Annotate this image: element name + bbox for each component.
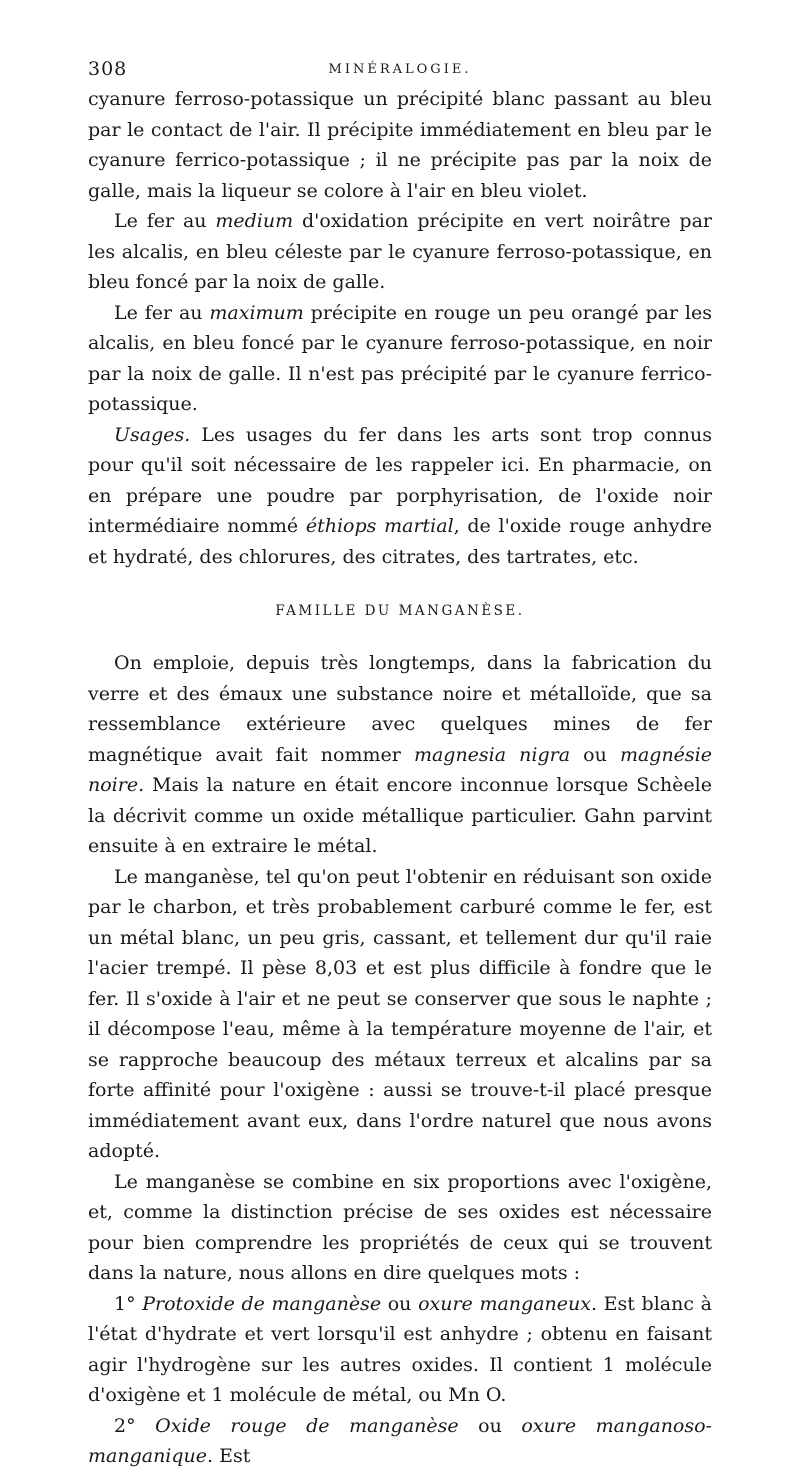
text-run: ou [570,743,620,766]
text-run: précipite en rouge un peu orangé par les alcalis, en bleu foncé par le cyanure ferroso-potassique, en noir par la noix de galle. Il n'est pas précipité par le cyanure ferrico-potassique. [88,301,713,415]
text-run: cyanure ferroso-potassique un précipité blanc passant au bleu par le contact de l'air. Il précipite immédiatement en bleu par le cyanure ferrico-potassique ; il ne précipite pas par la noix de galle, mais la liqueur se colore à l'air en bleu violet. [88,88,712,202]
paragraph [88,862,712,1167]
paragraph [88,206,712,298]
italic-term: magnesia nigra [413,743,571,766]
text-run: Mais la nature en était encore inconnue lorsque Schèele la décrivit comme un oxide métallique particulier. Gahn parvint ensuite à en extraire le métal. [88,774,712,857]
text-run: ou [381,1292,419,1315]
text-run: ou [458,1414,522,1437]
paragraph [88,1167,712,1289]
text-run: , de l'oxide rouge anhydre et hydraté, des chlorures, des citrates, des tartrates, etc. [88,515,713,568]
text-run: Le manganèse, tel qu'on peut l'obtenir en réduisant son oxide par le charbon, et très probablement carburé comme le fer, est un métal blanc, un peu gris, cassant, et tellement dur qu'il raie l'acier trempé. Il pèse 8,03 et est plus difficile à fondre que le fer. Il s'oxide à l'air et ne peut se conserver que sous le naphte ; il décompose l'eau, même à la température moyenne de l'air, et se rapproche beaucoup des métaux terreux et alcalins par sa forte affinité pour l'oxigène : aussi se trouve-t-il placé presque immédiatement avant eux, dans l'ordre naturel que nous avons adopté. [88,865,712,1162]
text-run: Le fer au [114,301,210,324]
text-run: Est [213,1445,251,1467]
italic-term: maximum [209,301,304,324]
paragraph [88,84,712,206]
section-title: FAMILLE DU MANGANÈSE. [275,603,525,619]
paragraph [88,1411,712,1472]
paragraph [88,298,712,420]
italic-term: Oxide rouge de manganèse [155,1414,459,1437]
text-run: Les usages du fer dans les arts sont trop connus pour qu'il soit nécessaire de les rappeler ici. En pharmacie, on en prépare une poudre par porphyrisation, de l'oxide noir intermédiaire nommé [88,423,712,537]
paragraph [88,648,712,862]
italic-term: Protoxide de manganèse [142,1292,382,1315]
italic-term: Usages. [114,423,191,446]
italic-term: medium [215,210,294,232]
italic-term: magnésie noire. [88,743,712,796]
text-run: 1° [114,1292,143,1315]
paragraph [88,420,712,573]
italic-term: oxure manganeux. [418,1292,597,1315]
text-run: On emploie, depuis très longtemps, dans la fabrication du verre et des émaux une substance noire et métalloïde, que sa ressemblance extérieure avec quelques mines de fer magnétique avait fait nommer [88,652,712,766]
italic-term: oxure manganoso-manganique. [88,1414,712,1467]
italic-term: éthiops martial [305,515,454,537]
text-run: Le fer au [114,210,216,232]
text-run: Est blanc à l'état d'hydrate et vert lorsqu'il est anhydre ; obtenu en faisant agir l'hydrogène sur les autres oxides. Il contient 1 molécule d'oxigène et 1 molécule de métal, ou Mn O. [88,1292,712,1406]
running-title: MINÉRALOGIE. [328,62,472,77]
page-header [88,58,712,86]
text-run: d'oxidation précipite en vert noirâtre par les alcalis, en bleu céleste par le cyanure ferroso-potassique, en bleu foncé par la noix de galle. [88,210,712,293]
page-number: 308 [88,58,128,80]
paragraph [88,1289,712,1411]
text-run: Le manganèse se combine en six proportions avec l'oxigène, et, comme la distinction précise de ses oxides est nécessaire pour bien comprendre les propriétés de ceux qui se trouvent dans la nature, nous allons en dire quelques mots : [88,1170,712,1284]
body-text [88,84,712,1472]
text-run: 2° [114,1414,156,1437]
